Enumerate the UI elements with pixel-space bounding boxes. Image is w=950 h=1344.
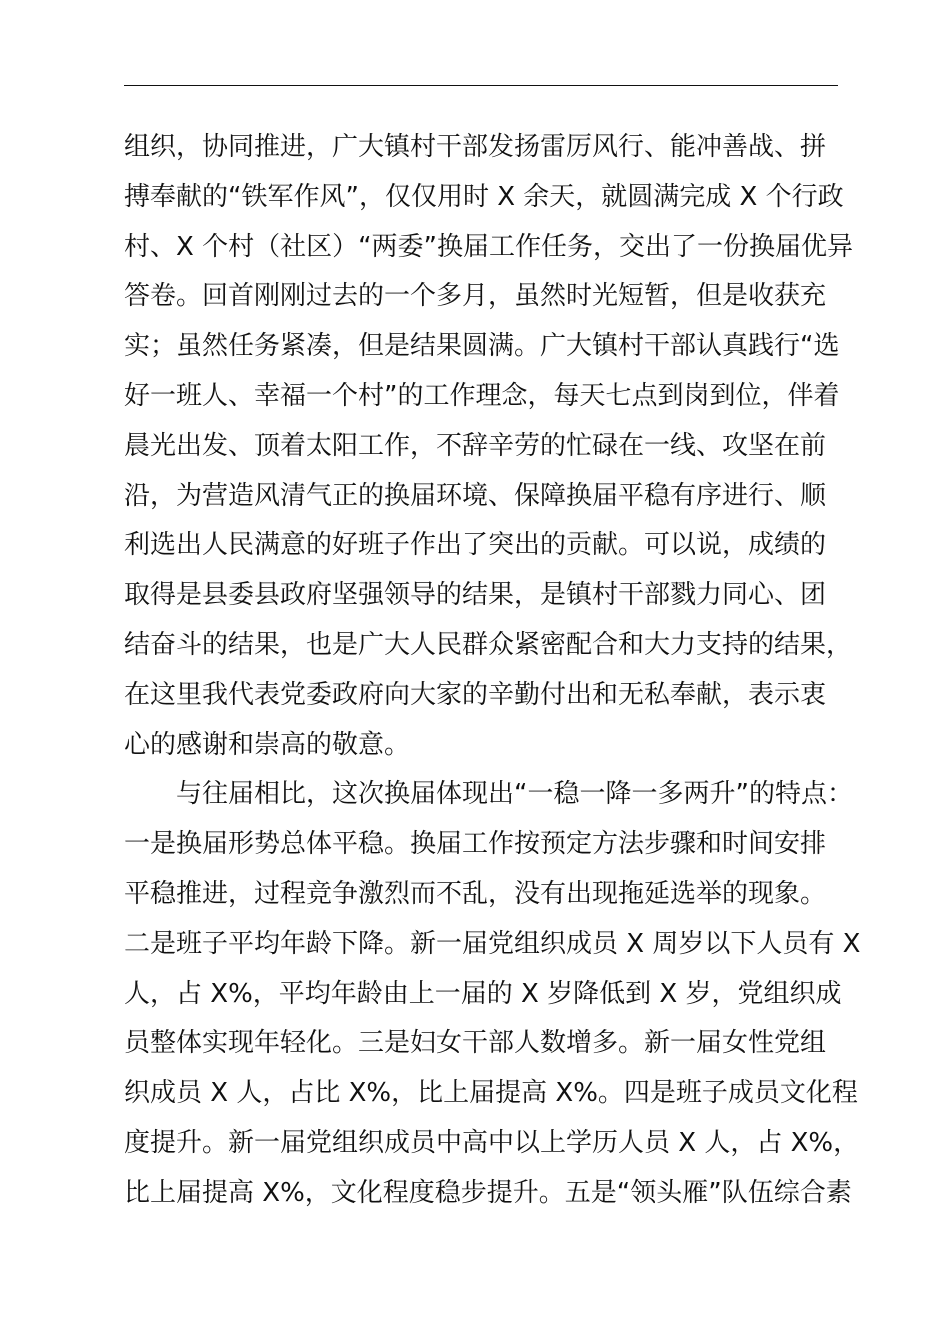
text-line: 实；虽然任务紧凑，但是结果圆满。广大镇村干部认真践行“选 xyxy=(124,331,840,362)
text-line: 人，占 X%，平均年龄由上一届的 X 岁降低到 X 岁，党组织成 xyxy=(124,978,842,1009)
text-line: 平稳推进，过程竞争激烈而不乱，没有出现拖延选举的现象。 xyxy=(124,878,827,909)
text-line: 好一班人、幸福一个村”的工作理念，每天七点到岗到位，伴着 xyxy=(124,380,840,411)
text-line: 在这里我代表党委政府向大家的辛勤付出和无私奉献，表示衷 xyxy=(124,679,827,710)
header-rule xyxy=(124,85,838,86)
text-line: 搏奉献的“铁军作风”，仅仅用时 X 余天，就圆满完成 X 个行政 xyxy=(124,181,844,212)
text-line: 利选出人民满意的好班子作出了突出的贡献。可以说，成绩的 xyxy=(124,530,827,561)
text-line: 村、X 个村（社区）“两委”换届工作任务，交出了一份换届优异 xyxy=(124,231,854,262)
text-line: 结奋斗的结果，也是广大人民群众紧密配合和大力支持的结果， xyxy=(124,629,853,660)
text-line: 二是班子平均年龄下降。新一届党组织成员 X 周岁以下人员有 X xyxy=(124,928,861,959)
text-line: 员整体实现年轻化。三是妇女干部人数增多。新一届女性党组 xyxy=(124,1028,827,1059)
text-line: 组织，协同推进，广大镇村干部发扬雷厉风行、能冲善战、拼 xyxy=(124,132,827,162)
text-line: 沿，为营造风清气正的换届环境、保障换届平稳有序进行、顺 xyxy=(124,480,827,511)
paragraph-first-line: 与往届相比，这次换届体现出“一稳一降一多两升”的特点： xyxy=(176,779,853,810)
text-line: 一是换届形势总体平稳。换届工作按预定方法步骤和时间安排 xyxy=(124,829,827,860)
body-text xyxy=(124,123,864,1219)
text-line: 答卷。回首刚刚过去的一个多月，虽然时光短暂，但是收获充 xyxy=(124,281,827,312)
text-line: 心的感谢和崇高的敬意。 xyxy=(124,729,411,760)
text-line: 织成员 X 人，占比 X%，比上届提高 X%。四是班子成员文化程 xyxy=(124,1078,858,1109)
text-line: 晨光出发、顶着太阳工作，不辞辛劳的忙碌在一线、攻坚在前 xyxy=(124,430,827,461)
text-line: 比上届提高 X%，文化程度稳步提升。五是“领头雁”队伍综合素 xyxy=(124,1177,852,1208)
text-line: 取得是县委县政府坚强领导的结果，是镇村干部戮力同心、团 xyxy=(124,580,827,611)
text-line: 度提升。新一届党组织成员中高中以上学历人员 X 人，占 X%， xyxy=(124,1127,860,1158)
